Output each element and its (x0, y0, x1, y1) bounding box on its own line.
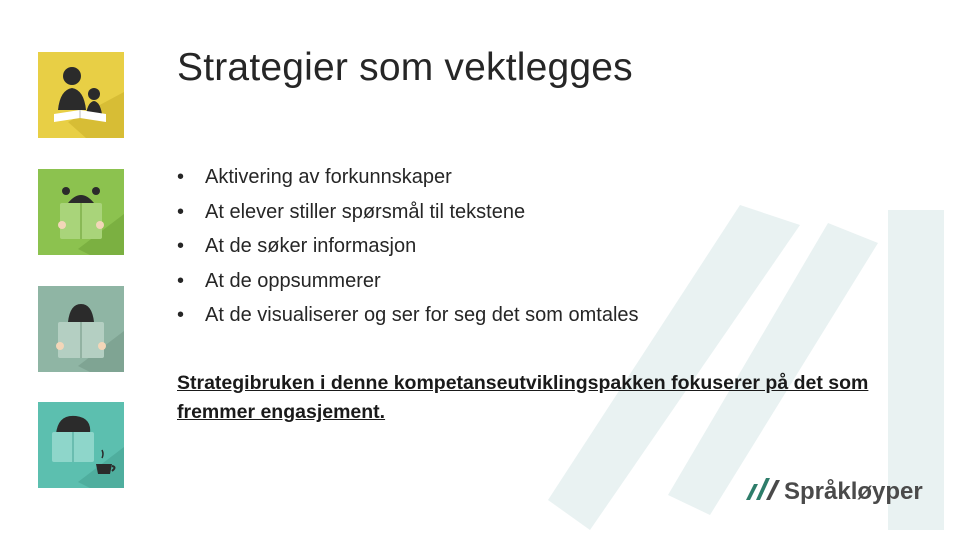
bullet-item: • At de oppsummerer (177, 264, 639, 299)
adult-reading-with-child-icon (38, 52, 124, 138)
bullet-item: • Aktivering av forkunnskaper (177, 160, 639, 195)
bullet-item: • At elever stiller spørsmål til tekstene (177, 195, 639, 230)
sprakloyper-logo (742, 472, 932, 512)
bullet-item: • At de søker informasjon (177, 229, 639, 264)
reader-with-teacup-icon (38, 402, 124, 488)
bullet-item: • At de visualiserer og ser for seg det som omtales (177, 298, 639, 333)
bullet-list (177, 160, 639, 333)
boy-reading-book-icon (38, 286, 124, 372)
engagement-note: Strategibruken i denne kompetanseutviklingspakken fokuserer på det som fremmer engasjement. (177, 372, 869, 423)
slide-title: Strategier som vektlegges (177, 46, 633, 89)
logo-text: Språkløyper (784, 478, 923, 505)
girl-reading-book-icon (38, 169, 124, 255)
logo-mark-icon (742, 472, 782, 506)
